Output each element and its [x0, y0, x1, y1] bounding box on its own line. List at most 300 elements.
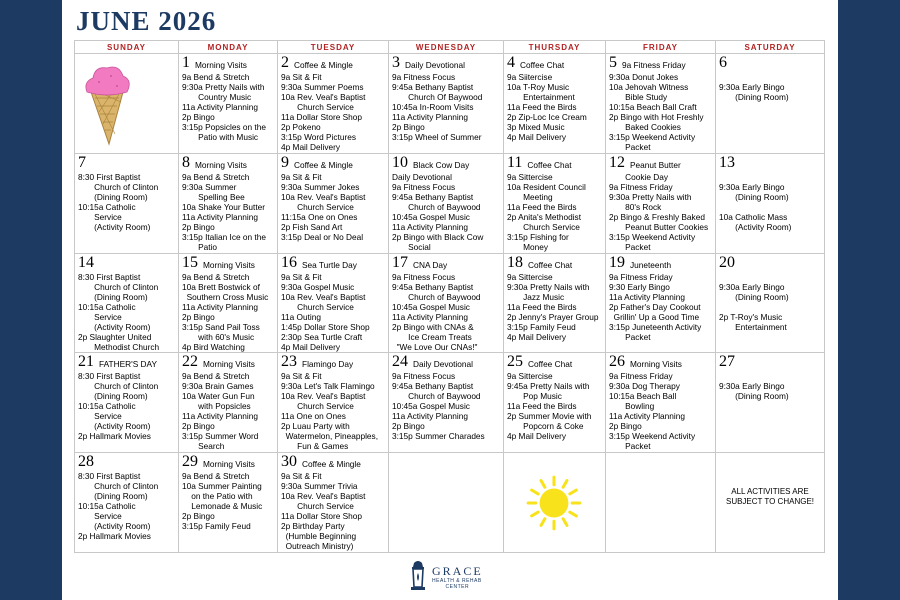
activity-line: 2p Bingo	[182, 112, 215, 122]
activity-line: 4p Mail Delivery	[507, 332, 567, 342]
activity-line: 9:30a Early Bingo	[719, 82, 785, 92]
activity-line: 9:30a Summer Poems	[281, 82, 364, 92]
activity-line: 2p Slaughter United	[78, 332, 152, 342]
activity-line: on the Patio with	[182, 491, 253, 501]
activity-line: 9:30a Let's Talk Flamingo	[281, 381, 375, 391]
activity-line: Southern Cross Music	[182, 292, 269, 302]
day-special-event: Coffee Chat	[520, 60, 565, 70]
activity-line: 3:15p Weekend Activity	[609, 431, 696, 441]
weekday-header: THURSDAY	[504, 41, 606, 54]
activity-line: Country Music	[182, 92, 252, 102]
activity-line: Church Service	[281, 401, 354, 411]
activity-line: 10:15a Catholic	[78, 202, 136, 212]
activity-line: 9a Sit & Fit	[281, 471, 322, 481]
day-special-event: Daily Devotional	[405, 60, 465, 70]
weekday-header: MONDAY	[179, 41, 278, 54]
activity-line: 9a Sit & Fit	[281, 371, 322, 381]
activity-line	[719, 172, 822, 182]
activity-line: 2p Bingo with CNAs &	[392, 322, 474, 332]
calendar-day-cell	[75, 154, 179, 254]
activity-line: 10a Jehovah Witness	[609, 82, 689, 92]
calendar-day-cell	[716, 154, 825, 254]
calendar-day-cell	[278, 154, 389, 254]
activity-line: 10a Catholic Mass	[719, 212, 788, 222]
activity-line: (Dining Room)	[719, 192, 789, 202]
activity-line: (Dining Room)	[78, 491, 148, 501]
activity-line: 8:30 First Baptist	[78, 172, 141, 182]
activity-line: with 60's Music	[182, 332, 255, 342]
activity-line: 3:15p Weekend Activity	[609, 232, 696, 242]
activity-line: (Activity Room)	[719, 222, 792, 232]
calendar-day-cell	[389, 254, 504, 353]
activity-line: 9a Bend & Stretch	[182, 272, 250, 282]
calendar-day-cell	[716, 254, 825, 353]
weekday-header: SATURDAY	[716, 41, 825, 54]
day-number: 12	[609, 154, 625, 171]
activity-line: Patio with Music	[182, 132, 259, 142]
activity-line: 10a Rev. Veal's Baptist	[281, 292, 366, 302]
day-number: 19	[609, 254, 625, 271]
activity-line	[719, 272, 822, 282]
activity-line: 11a Activity Planning	[392, 312, 468, 322]
day-number: 22	[182, 353, 198, 370]
activity-line: 3:15p Family Feud	[182, 521, 251, 531]
activity-line: (Dining Room)	[719, 391, 789, 401]
day-special-event: 9a Fitness Friday	[622, 60, 686, 70]
activity-line: 10a Rev. Veal's Baptist	[281, 391, 366, 401]
activity-line: 9a Bend & Stretch	[182, 172, 250, 182]
activity-line: 9a Sit & Fit	[281, 72, 322, 82]
activity-line: 2p Bingo	[392, 421, 425, 431]
day-special-event: Coffee & Mingle	[294, 60, 353, 70]
day-number: 24	[392, 353, 408, 370]
activity-line: (Activity Room)	[78, 521, 151, 531]
activity-line: 2p T-Roy's Music	[719, 312, 783, 322]
activity-line: 4p Mail Delivery	[507, 431, 567, 441]
activity-line: 9a Bend & Stretch	[182, 72, 250, 82]
schedule-change-notice: ALL ACTIVITIES ARE SUBJECT TO CHANGE!	[725, 487, 815, 506]
activity-line: 9a Bend & Stretch	[182, 371, 250, 381]
calendar-day-cell	[278, 453, 389, 553]
ice-cream-cone-icon	[77, 62, 137, 147]
activity-line: with Popsicles	[182, 401, 251, 411]
day-number: 13	[719, 154, 735, 171]
day-special-event: FATHER'S DAY	[99, 359, 157, 369]
day-special-event: Peanut Butter	[630, 160, 681, 170]
activity-line: 11a Activity Planning	[182, 102, 258, 112]
day-number: 1	[182, 54, 190, 71]
activity-line: Church of Clinton	[78, 481, 159, 491]
activity-line: Daily Devotional	[392, 172, 452, 182]
calendar-day-cell	[75, 54, 179, 154]
activity-line: 80's Rock	[609, 202, 662, 212]
day-special-event: Morning Visits	[203, 359, 255, 369]
activity-line: Meeting	[507, 192, 553, 202]
calendar-day-cell	[504, 154, 606, 254]
activity-line: Church of Clinton	[78, 282, 159, 292]
activity-line: 2:30p Sea Turtle Craft	[281, 332, 363, 342]
activity-line: Church Of Baywood	[392, 92, 483, 102]
activity-line: Lemonade & Music	[182, 501, 263, 511]
activity-line: 3:15p Weekend Activity	[609, 132, 696, 142]
day-special-event: Daily Devotional	[413, 359, 473, 369]
activity-line: Bowling	[609, 401, 655, 411]
activity-line: 11a Dollar Store Shop	[281, 511, 363, 521]
activity-line: 9:30a Pretty Nails with	[507, 282, 590, 292]
activity-line: 9a Fitness Focus	[392, 72, 456, 82]
activity-line: 2p Fish Sand Art	[281, 222, 343, 232]
activity-line: 11a Activity Planning	[392, 222, 468, 232]
activity-line: 3:15p Summer Word	[182, 431, 259, 441]
activity-line: 10:45a Gospel Music	[392, 302, 470, 312]
day-number: 26	[609, 353, 625, 370]
activity-line: 11a Activity Planning	[392, 112, 468, 122]
activity-line: 9a Fitness Focus	[392, 182, 456, 192]
activity-line: 9:30a Pretty Nails with	[182, 82, 265, 92]
activity-line: 9a Sit & Fit	[281, 272, 322, 282]
activity-line: 4p Mail Delivery	[507, 132, 567, 142]
calendar-day-cell	[75, 254, 179, 353]
activity-line: 9:45a Bethany Baptist	[392, 282, 474, 292]
weekday-header: TUESDAY	[278, 41, 389, 54]
activity-line: 9:30a Gospel Music	[281, 282, 355, 292]
activity-line: 10a Water Gun Fun	[182, 391, 255, 401]
activity-line: Cookie Day	[609, 172, 669, 182]
day-number: 3	[392, 54, 400, 71]
activity-line: 4p Mail Delivery	[281, 342, 341, 352]
activity-line: 3:15p Family Feud	[507, 322, 576, 332]
activity-line: Ice Cream Treats	[392, 332, 472, 342]
day-number: 6	[719, 54, 727, 71]
activity-line: Service	[78, 212, 122, 222]
activity-line: 9a Fitness Focus	[392, 371, 456, 381]
activity-line: Church of Clinton	[78, 381, 159, 391]
activity-line: 9a Sittercise	[507, 371, 553, 381]
activity-line: 11a Activity Planning	[392, 411, 468, 421]
activity-line: 11a Feed the Birds	[507, 202, 577, 212]
activity-line: (Dining Room)	[719, 292, 789, 302]
day-special-event: Morning Visits	[195, 60, 247, 70]
activity-line: 11a One on Ones	[281, 411, 346, 421]
activity-line: 9:45a Pretty Nails with	[507, 381, 590, 391]
activity-line: 10a Resident Council	[507, 182, 586, 192]
activity-line: Pop Music	[507, 391, 562, 401]
activity-line: Church of Baywood	[392, 292, 481, 302]
activity-line: 3:15p Italian Ice on the	[182, 232, 266, 242]
day-number: 5	[609, 54, 617, 71]
day-special-event: Morning Visits	[203, 260, 255, 270]
day-special-event: Coffee Chat	[528, 359, 573, 369]
activity-line: 9:30 Early Bingo	[609, 282, 670, 292]
calendar-day-cell	[179, 254, 278, 353]
calendar-grid	[74, 40, 825, 553]
activity-line: Entertainment	[719, 322, 787, 332]
activity-line: 8:30 First Baptist	[78, 371, 141, 381]
day-special-event: Morning Visits	[195, 160, 247, 170]
activity-line: 2p Anita's Methodist	[507, 212, 581, 222]
day-number: 20	[719, 254, 735, 271]
day-special-event: Coffee Chat	[527, 160, 572, 170]
activity-line: 10:45a Gospel Music	[392, 212, 470, 222]
activity-line: 3:15p Juneteenth Activity	[609, 322, 702, 332]
calendar-day-cell	[179, 353, 278, 453]
logo-name: GRACE	[432, 563, 483, 578]
activity-line: 9:30a Early Bingo	[719, 282, 785, 292]
activity-line: Packet	[609, 332, 651, 342]
activity-line: 2p Zip-Loc Ice Cream	[507, 112, 587, 122]
day-number: 11	[507, 154, 523, 171]
calendar-day-cell	[606, 254, 716, 353]
activity-line: Church Service	[281, 302, 354, 312]
day-special-event: Morning Visits	[630, 359, 682, 369]
activity-line: 9:45a Bethany Baptist	[392, 192, 474, 202]
activity-line: 10a Rev. Veal's Baptist	[281, 192, 366, 202]
activity-line: 10:15a Catholic	[78, 501, 136, 511]
activity-line: 2p Bingo with Black Cow	[392, 232, 484, 242]
activity-line: 9a Fitness Friday	[609, 272, 673, 282]
calendar-day-cell	[504, 54, 606, 154]
activity-line: 2p Bingo	[182, 421, 215, 431]
day-number: 23	[281, 353, 297, 370]
calendar-day-cell	[179, 154, 278, 254]
calendar-day-cell	[716, 54, 825, 154]
activity-line: Church Service	[507, 222, 580, 232]
activity-line: 9:30a Early Bingo	[719, 182, 785, 192]
activity-line: 11a Activity Planning	[182, 212, 258, 222]
activity-line: 1:45p Dollar Store Shop	[281, 322, 370, 332]
activity-line: 8:30 First Baptist	[78, 272, 141, 282]
activity-line: (Dining Room)	[78, 192, 148, 202]
calendar-day-cell	[716, 453, 825, 553]
activity-line: Church of Baywood	[392, 391, 481, 401]
activity-line: Fun & Games	[281, 441, 349, 451]
activity-line: 9:30a Summer	[182, 182, 237, 192]
activity-line: 10a T-Roy Music	[507, 82, 570, 92]
activity-line: 2p Bingo	[182, 222, 215, 232]
activity-line: Bible Study	[609, 92, 668, 102]
activity-line: 10:15a Beach Ball	[609, 391, 677, 401]
activity-line: 11a Dollar Store Shop	[281, 112, 363, 122]
logo-sub: HEALTH & REHAB	[432, 577, 482, 584]
calendar-day-cell	[389, 353, 504, 453]
activity-line: Church of Clinton	[78, 182, 159, 192]
activity-line: (Activity Room)	[78, 222, 151, 232]
activity-line: 9a Fitness Friday	[609, 182, 673, 192]
activity-line: 11a Activity Planning	[609, 411, 685, 421]
activity-line: 10:45a In-Room Visits	[392, 102, 474, 112]
activity-line: 9a Sittercise	[507, 272, 553, 282]
activity-line: 3:15p Fishing for	[507, 232, 569, 242]
activity-line: 11a Activity Planning	[609, 292, 685, 302]
day-number: 18	[507, 254, 523, 271]
activity-line: 9:45a Bethany Baptist	[392, 381, 474, 391]
weekday-header: FRIDAY	[606, 41, 716, 54]
activity-line: Search	[182, 441, 225, 451]
weekday-header: WEDNESDAY	[389, 41, 504, 54]
day-special-event: CNA Day	[413, 260, 448, 270]
activity-line: 11a Outing	[281, 312, 321, 322]
day-special-event: Morning Visits	[203, 459, 255, 469]
activity-line: (Activity Room)	[78, 421, 151, 431]
activity-line: 2p Jenny's Prayer Group	[507, 312, 599, 322]
activity-line: 11a Feed the Birds	[507, 302, 577, 312]
activity-line: (Activity Room)	[78, 322, 151, 332]
activity-line: 10:45a Gospel Music	[392, 401, 470, 411]
day-special-event: Juneteenth	[630, 260, 672, 270]
activity-line: 10a Rev. Veal's Baptist	[281, 491, 366, 501]
day-number: 27	[719, 353, 735, 370]
activity-line	[719, 72, 822, 82]
activity-line: Popcorn & Coke	[507, 421, 584, 431]
calendar-day-cell	[75, 353, 179, 453]
day-special-event: Coffee Chat	[528, 260, 573, 270]
activity-line: 3:15p Deal or No Deal	[281, 232, 364, 242]
day-number: 17	[392, 254, 408, 271]
activity-line: 2p Hallmark Movies	[78, 431, 151, 441]
activity-line: Outreach Ministry)	[281, 541, 354, 551]
activity-line: 11a Feed the Birds	[507, 401, 577, 411]
activity-line: Service	[78, 411, 122, 421]
activity-line: 10:15a Beach Ball Craft	[609, 102, 697, 112]
activity-line: 4p Mail Delivery	[281, 142, 341, 152]
activity-line: Church Service	[281, 202, 354, 212]
day-number: 15	[182, 254, 198, 271]
activity-line: 9:30a Pretty Nails with	[609, 192, 692, 202]
activity-line: Church Service	[281, 501, 354, 511]
calendar-page	[62, 0, 838, 600]
activity-line: Watermelon, Pineapples,	[281, 431, 378, 441]
lantern-logo-icon	[408, 559, 428, 595]
calendar-day-cell	[606, 353, 716, 453]
activity-line: 9a Sittercise	[507, 172, 553, 182]
activity-line: Baked Cookies	[609, 122, 681, 132]
activity-line: Money	[507, 242, 549, 252]
activity-line: 10a Rev. Veal's Baptist	[281, 92, 366, 102]
activity-line: Service	[78, 511, 122, 521]
activity-line: Methodist Church	[78, 342, 160, 352]
activity-line: 10a Brett Bostwick of	[182, 282, 260, 292]
calendar-day-cell	[179, 453, 278, 553]
activity-line: 8:30 First Baptist	[78, 471, 141, 481]
day-number: 8	[182, 154, 190, 171]
activity-line: Grillin' Up a Good Time	[609, 312, 700, 322]
activity-line: Packet	[609, 441, 651, 451]
activity-line: 2p Pokeno	[281, 122, 321, 132]
activity-line	[719, 302, 822, 312]
day-number: 30	[281, 453, 297, 470]
activity-line: 2p Hallmark Movies	[78, 531, 151, 541]
activity-line: 9a Bend & Stretch	[182, 471, 250, 481]
day-number: 21	[78, 353, 94, 370]
calendar-day-cell	[606, 154, 716, 254]
activity-line: (Dining Room)	[719, 92, 789, 102]
activity-line: 2p Bingo	[609, 421, 642, 431]
activity-line	[719, 371, 822, 381]
day-number: 16	[281, 254, 297, 271]
day-number: 29	[182, 453, 198, 470]
calendar-day-cell	[504, 254, 606, 353]
activity-line: Patio	[182, 242, 218, 252]
calendar-day-cell	[278, 254, 389, 353]
activity-line: 9a Sit & Fit	[281, 172, 322, 182]
day-special-event: Flamingo Day	[302, 359, 354, 369]
activity-line: 2p Bingo	[182, 511, 215, 521]
calendar-day-cell	[278, 54, 389, 154]
calendar-day-cell	[389, 453, 504, 553]
grace-logo	[408, 558, 508, 596]
activity-line: 11a Activity Planning	[182, 411, 258, 421]
calendar-day-cell	[389, 154, 504, 254]
day-number: 4	[507, 54, 515, 71]
activity-line: Packet	[609, 242, 651, 252]
activity-line: 9:30a Summer Jokes	[281, 182, 360, 192]
day-number: 28	[78, 453, 94, 470]
activity-line: Peanut Butter Cookies	[609, 222, 709, 232]
activity-line: 2p Bingo	[182, 312, 215, 322]
sun-icon	[516, 465, 592, 541]
day-number: 2	[281, 54, 289, 71]
activity-line: 3:15p Wheel of Summer	[392, 132, 482, 142]
activity-line: 10a Shake Your Butter	[182, 202, 266, 212]
activity-line: (Dining Room)	[78, 391, 148, 401]
activity-line: 9:45a Bethany Baptist	[392, 82, 474, 92]
activity-line: 9:30a Donut Jokes	[609, 72, 679, 82]
calendar-day-cell	[504, 453, 606, 553]
day-number: 10	[392, 154, 408, 171]
day-number: 7	[78, 154, 86, 171]
day-special-event: Coffee & Mingle	[302, 459, 361, 469]
activity-line: 2p Bingo & Freshly Baked	[609, 212, 705, 222]
activity-line: Jazz Music	[507, 292, 565, 302]
day-number: 25	[507, 353, 523, 370]
day-number: 9	[281, 154, 289, 171]
activity-line: 9a Fitness Focus	[392, 272, 456, 282]
activity-line: 3:15p Summer Charades	[392, 431, 485, 441]
calendar-day-cell	[606, 453, 716, 553]
activity-line: Spelling Bee	[182, 192, 245, 202]
activity-line: Packet	[609, 142, 651, 152]
activity-line: 11a Activity Planning	[182, 302, 258, 312]
page-title: JUNE 2026	[76, 6, 217, 36]
activity-line: 2p Luau Party with	[281, 421, 350, 431]
activity-line: 2p Bingo	[392, 122, 425, 132]
day-special-event: Coffee & Mingle	[294, 160, 353, 170]
activity-line: 3:15p Popsicles on the	[182, 122, 266, 132]
activity-line: (Dining Room)	[78, 292, 148, 302]
logo-sub2: CENTER	[445, 583, 470, 590]
calendar-day-cell	[716, 353, 825, 453]
activity-line: 9:30a Early Bingo	[719, 381, 785, 391]
activity-line: Entertainment	[507, 92, 575, 102]
activity-line: 9:30a Dog Therapy	[609, 381, 680, 391]
activity-line: 9:30a Summer Trivia	[281, 481, 358, 491]
activity-line: Church Service	[281, 102, 354, 112]
calendar-day-cell	[278, 353, 389, 453]
activity-line	[719, 202, 822, 212]
day-special-event: Black Cow Day	[413, 160, 470, 170]
activity-line: 9a Fitness Friday	[609, 371, 673, 381]
calendar-day-cell	[504, 353, 606, 453]
calendar-day-cell	[179, 54, 278, 154]
activity-line: 9:30a Brain Games	[182, 381, 254, 391]
activity-line: 10:15a Catholic	[78, 302, 136, 312]
activity-line: 3p Mixed Music	[507, 122, 565, 132]
activity-line: Church of Baywood	[392, 202, 481, 212]
activity-line: 2p Father's Day Cookout	[609, 302, 701, 312]
calendar-day-cell	[606, 54, 716, 154]
activity-line: Social	[392, 242, 431, 252]
activity-line: 10:15a Catholic	[78, 401, 136, 411]
